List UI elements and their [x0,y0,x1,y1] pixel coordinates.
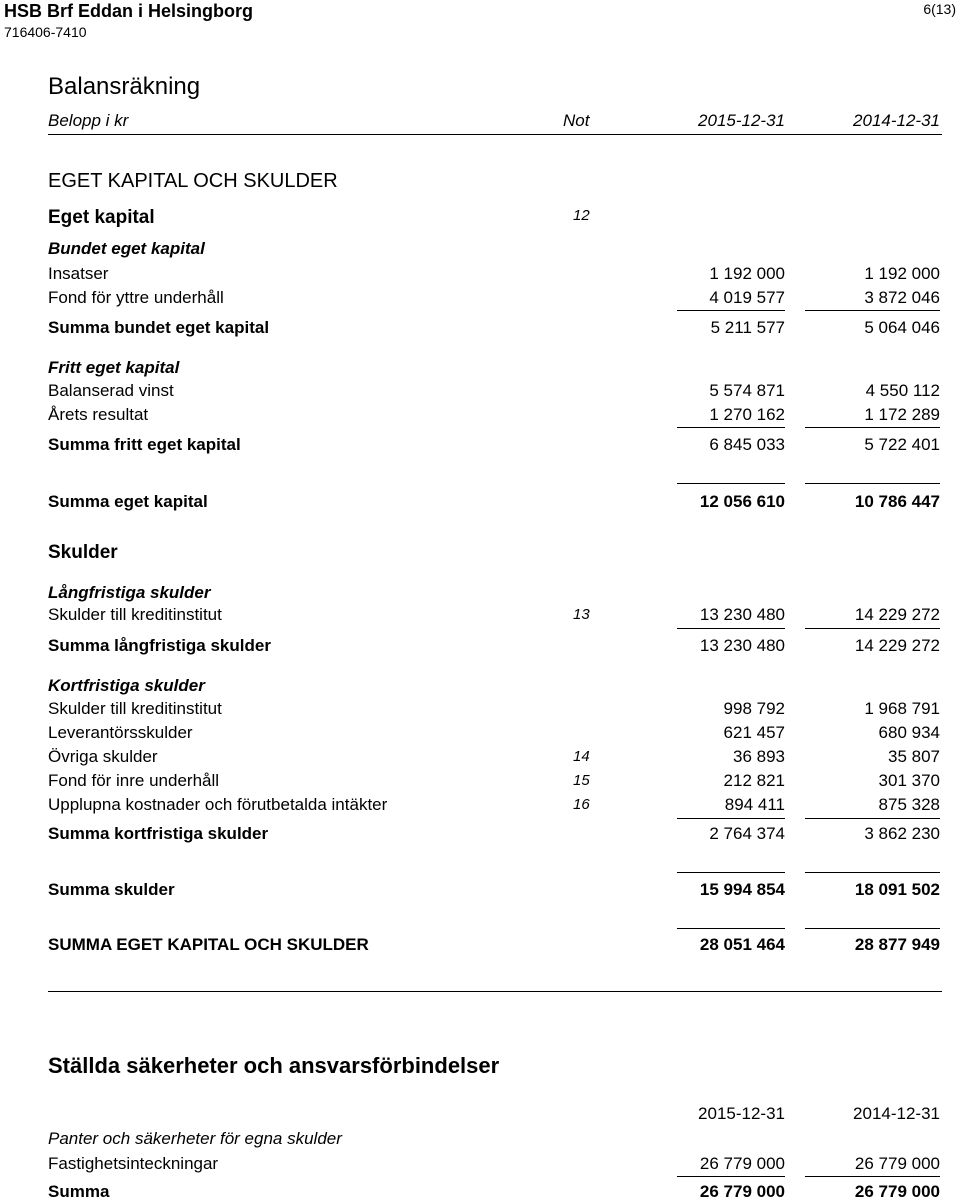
column-header-year1: 2015-12-31 [698,111,785,130]
bound-equity-heading: Bundet eget kapital [48,239,205,258]
subtotal-value-year2: 5 722 401 [864,435,940,454]
row-label: Fond för inre underhåll [48,771,220,790]
subtotal-rule [677,818,785,819]
subtotal-value-year2: 3 862 230 [864,824,940,843]
total-value-year2: 18 091 502 [854,880,940,899]
row-label: Skulder till kreditinstitut [48,605,222,624]
pledges-year1: 2015-12-31 [698,1104,785,1123]
grand-total-rule [677,928,785,929]
subtotal-label: Summa kortfristiga skulder [48,824,269,843]
row-value-year2: 301 370 [878,771,940,790]
subtotal-rule [805,427,940,428]
row-value-year1: 894 411 [724,795,785,814]
subtotal-rule [805,1176,940,1177]
liabilities-heading: Skulder [48,542,118,563]
subtotal-value-year1: 6 845 033 [709,435,785,454]
row-value-year1: 5 574 871 [709,381,785,400]
main-section-heading: EGET KAPITAL OCH SKULDER [48,170,338,192]
row-label: Insatser [48,264,109,283]
pledges-subheading: Panter och säkerheter för egna skulder [48,1129,342,1148]
subtotal-rule [677,1176,785,1177]
subtotal-value-year1: 2 764 374 [709,824,785,843]
subtotal-label: Summa långfristiga skulder [48,636,271,655]
header-divider [48,134,942,135]
grand-total-label: SUMMA EGET KAPITAL OCH SKULDER [48,935,369,954]
row-value-year1: 1 192 000 [709,264,785,283]
row-note: 16 [573,796,590,813]
total-label: Summa skulder [48,880,175,899]
pledges-total-value-year1: 26 779 000 [699,1182,785,1201]
subtotal-rule [805,628,940,629]
row-value-year1: 4 019 577 [709,288,785,307]
column-header-note: Not [563,111,590,130]
row-note: 13 [573,606,590,623]
pledges-year2: 2014-12-31 [853,1104,940,1123]
pledges-total-value-year2: 26 779 000 [854,1182,940,1201]
row-value-year1: 13 230 480 [699,605,785,624]
subtotal-value-year2: 5 064 046 [864,318,940,337]
row-value-year2: 1 968 791 [864,699,940,718]
organization-number: 716406-7410 [4,24,87,40]
total-label: Summa eget kapital [48,492,208,511]
subtotal-rule [805,310,940,311]
total-rule [677,483,785,484]
row-value-year1: 621 457 [723,723,785,742]
row-value-year2: 3 872 046 [864,288,940,307]
row-value-year1: 1 270 162 [709,405,785,424]
row-label: Årets resultat [48,405,149,424]
subtotal-label: Summa bundet eget kapital [48,318,270,337]
row-value-year2: 1 192 000 [864,264,940,283]
total-rule [805,872,940,873]
row-value-year2: 35 807 [888,747,940,766]
page-title: Balansräkning [48,73,201,100]
row-value-year2: 680 934 [878,723,940,742]
subtotal-rule [677,628,785,629]
row-label: Leverantörsskulder [48,723,193,742]
grand-total-value-year2: 28 877 949 [854,935,940,954]
row-value-year1: 998 792 [723,699,785,718]
row-value-year2: 26 779 000 [854,1154,940,1173]
pledges-total-label: Summa [48,1182,110,1201]
subtotal-value-year2: 14 229 272 [854,636,940,655]
total-value-year2: 10 786 447 [854,492,940,511]
subtotal-rule [677,310,785,311]
row-value-year1: 36 893 [733,747,785,766]
row-label: Fond för yttre underhåll [48,288,224,307]
row-label: Övriga skulder [48,747,158,766]
total-value-year1: 12 056 610 [699,492,785,511]
row-value-year2: 875 328 [878,795,940,814]
section-divider [48,991,942,992]
total-rule [677,872,785,873]
row-note: 15 [573,772,590,789]
long-term-heading: Långfristiga skulder [48,583,211,602]
equity-note: 12 [573,207,590,224]
row-value-year1: 26 779 000 [699,1154,785,1173]
row-label: Fastighetsinteckningar [48,1154,219,1173]
total-rule [805,483,940,484]
subtotal-value-year1: 13 230 480 [699,636,785,655]
subtotal-rule [677,427,785,428]
row-value-year2: 4 550 112 [865,381,940,400]
grand-total-value-year1: 28 051 464 [699,935,785,954]
subtotal-label: Summa fritt eget kapital [48,435,241,454]
row-label: Skulder till kreditinstitut [48,699,222,718]
page-number: 6(13) [923,1,956,17]
organization-name: HSB Brf Eddan i Helsingborg [4,1,254,21]
row-note: 14 [573,748,590,765]
free-equity-heading: Fritt eget kapital [48,358,180,377]
equity-heading: Eget kapital [48,207,155,228]
row-label: Upplupna kostnader och förutbetalda intäkter [48,795,388,814]
subtotal-rule [805,818,940,819]
total-value-year1: 15 994 854 [699,880,785,899]
column-header-description: Belopp i kr [48,111,129,130]
short-term-heading: Kortfristiga skulder [48,676,205,695]
row-value-year2: 1 172 289 [864,405,940,424]
subtotal-value-year1: 5 211 577 [710,318,785,337]
column-header-year2: 2014-12-31 [853,111,940,130]
pledges-heading: Ställda säkerheter och ansvarsförbindelser [48,1053,500,1078]
grand-total-rule [805,928,940,929]
row-label: Balanserad vinst [48,381,174,400]
row-value-year1: 212 821 [723,771,785,790]
row-value-year2: 14 229 272 [854,605,940,624]
